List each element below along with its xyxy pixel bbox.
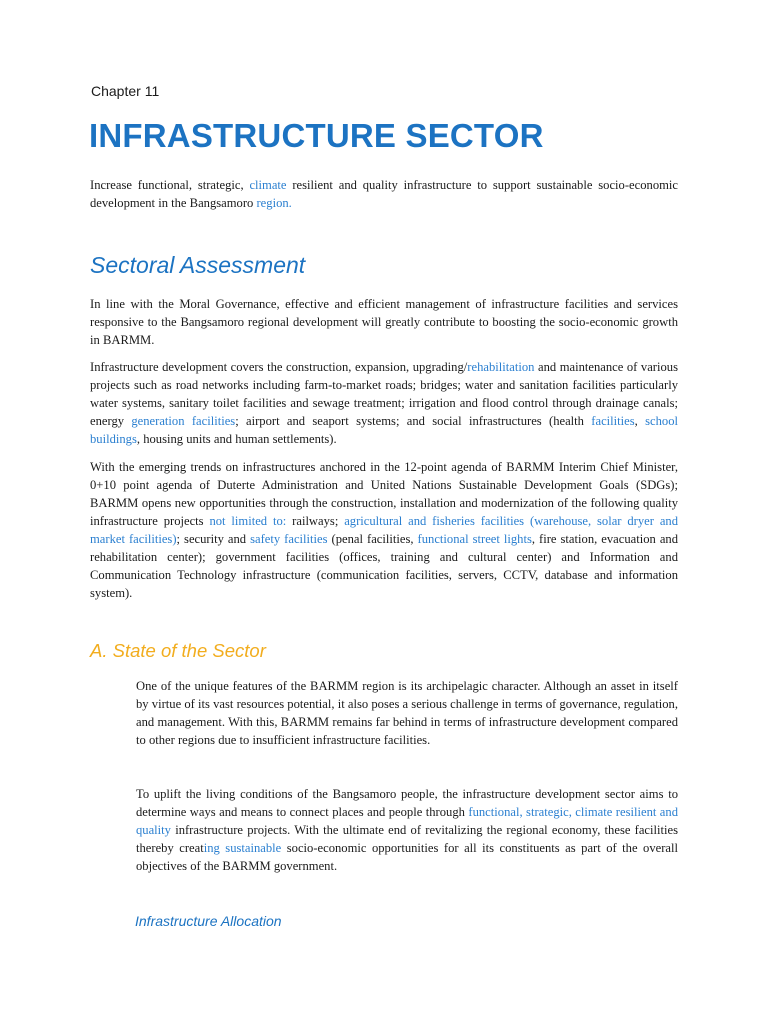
p3-text-3: ; security and: [176, 532, 251, 546]
p3-link-agricultural-facilities[interactable]: agricultural and fisheries facilities (warehouse, solar dryer and market facilities): [90, 514, 678, 546]
p5-text-3: socio-economic opportunities for all its constituents as part of the overall objectives of the BARMM government.: [136, 841, 679, 873]
sectoral-assessment-heading: Sectoral Assessment: [90, 252, 306, 278]
p5-text-2: infrastructure projects. With the ultimate end of revitalizing the regional economy, these facilities thereby creat: [136, 823, 678, 855]
p3-link-functional-street-lights[interactable]: functional street lights: [417, 532, 532, 546]
p2-text-2: and maintenance of various projects such as road networks including farm-to-market roads; bridges; water and sanitation facilities particularly water systems, sanitary toilet facilities and sewage treatment; irrigation and flood control through drainage canals; energy: [90, 360, 678, 428]
p2-text-5: , housing units and human settlements).: [136, 432, 337, 446]
p5-link-functional-strategic[interactable]: functional, strategic, climate resilient and quality: [136, 805, 678, 837]
intro-text-1: Increase functional, strategic,: [90, 178, 250, 192]
state-of-sector-heading: A. State of the Sector: [90, 640, 266, 661]
chapter-label: Chapter 11: [91, 83, 160, 99]
infrastructure-allocation-heading: Infrastructure Allocation: [135, 913, 282, 929]
intro-paragraph: [90, 176, 678, 212]
p5-text-1: To uplift the living conditions of the Bangsamoro people, the infrastructure development sector aims to determine ways and means to connect places and people through: [136, 787, 678, 819]
sectoral-paragraph-3: [90, 458, 678, 602]
sectoral-paragraph-1: In line with the Moral Governance, effective and efficient management of infrastructure facilities and services responsive to the Bangsamoro regional development will greatly contribute to boosting the socio-economic growth in BARMM.: [90, 297, 678, 347]
intro-link-region[interactable]: region.: [256, 196, 292, 210]
p3-text-4: (penal facilities,: [327, 532, 418, 546]
p3-link-safety-facilities[interactable]: safety facilities: [250, 532, 328, 546]
state-paragraph-1: One of the unique features of the BARMM region is its archipelagic character. Although an asset in itself by virtue of its vast resources potential, it also poses a serious challenge in terms of governance, regulation, and management. With this, BARMM remains far behind in terms of infrastructure development compared to other regions due to insufficient infrastructure facilities.: [136, 679, 678, 747]
p3-text-5: , fire station, evacuation and rehabilitation center); government facilities (offices, training and cultural center) and Information and Communication Technology infrastructure (communication facilities, servers, CCTV, database and information system).: [90, 532, 678, 600]
p2-link-generation-facilities[interactable]: generation facilities: [131, 414, 236, 428]
p2-link-facilities[interactable]: facilities: [591, 414, 635, 428]
p2-link-school-buildings[interactable]: school buildings: [90, 414, 679, 446]
p5-link-sustainable[interactable]: ing sustainable: [203, 841, 282, 855]
p3-text-1: With the emerging trends on infrastructures anchored in the 12-point agenda of BARMM Interim Chief Minister, 0+10 point agenda of Duterte Administration and United Nations Sustainable Development Goals (SDGs); BARMM opens new opportunities through the construction, installation and modernization of the following quality infrastructure projects: [90, 460, 678, 528]
p2-text-3: ; airport and seaport systems; and social infrastructures (health: [235, 414, 592, 428]
p2-text-1: Infrastructure development covers the construction, expansion, upgrading/: [90, 360, 468, 374]
p3-text-2: railways;: [286, 514, 345, 528]
page-title: INFRASTRUCTURE SECTOR: [89, 117, 544, 154]
p2-link-rehabilitation[interactable]: rehabilitation: [467, 360, 535, 374]
state-paragraph-2: [136, 785, 678, 875]
sectoral-paragraph-2: [90, 358, 678, 448]
intro-link-climate[interactable]: climate: [249, 178, 287, 192]
intro-text-2: resilient and quality infrastructure to support sustainable socio-economic development in the Bangsamoro: [90, 178, 678, 210]
p3-link-not-limited-to[interactable]: not limited to:: [209, 514, 287, 528]
p2-text-4: ,: [634, 414, 646, 428]
